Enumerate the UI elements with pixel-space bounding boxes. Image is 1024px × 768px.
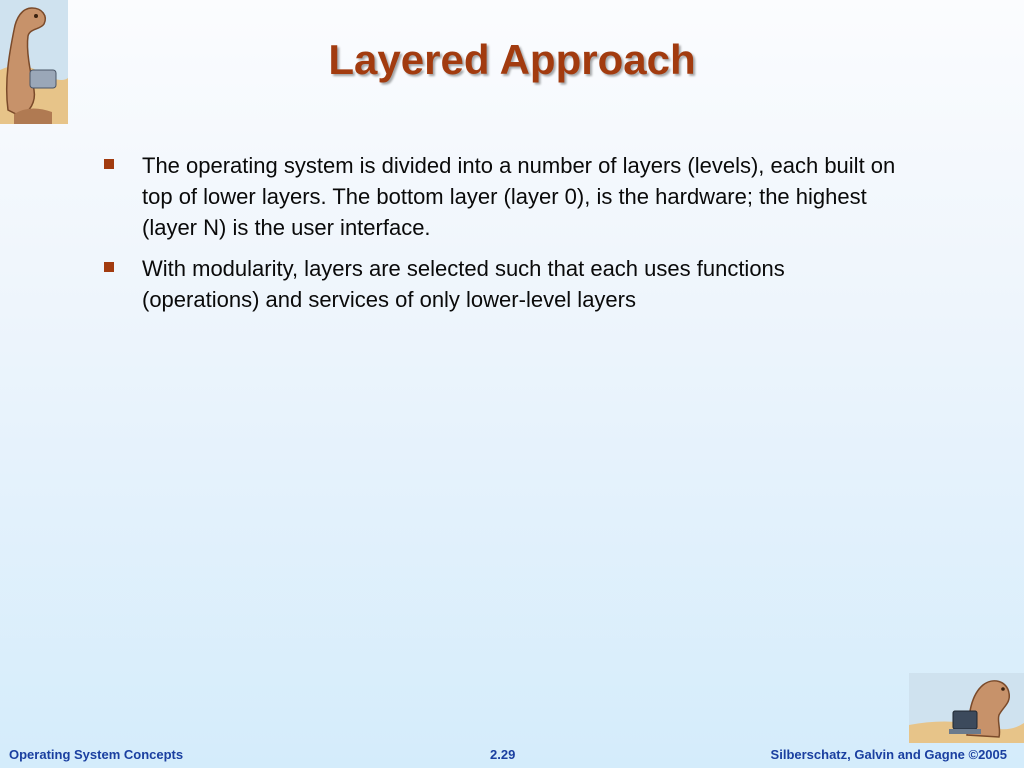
- bullet-text: With modularity, layers are selected such that each uses functions (operations) and services of only lower-level layers: [142, 256, 785, 312]
- bullet-item: [104, 253, 904, 315]
- bullet-list: [104, 150, 904, 325]
- footer-course-title: Operating System Concepts: [9, 747, 184, 762]
- square-bullet-icon: [104, 262, 114, 272]
- footer-page-number: 2.29: [490, 747, 516, 762]
- bullet-text: The operating system is divided into a number of layers (levels), each built on top of lower layers. The bottom layer (layer 0), is the hardware; the highest (layer N) is the user interface.: [142, 153, 896, 240]
- slide-title: Layered Approach: [328, 36, 696, 83]
- footer-copyright: Silberschatz, Galvin and Gagne ©2005: [770, 747, 1007, 762]
- bullet-item: [104, 150, 904, 243]
- square-bullet-icon: [104, 159, 114, 169]
- dinosaur-laptop-illustration: [909, 673, 1024, 743]
